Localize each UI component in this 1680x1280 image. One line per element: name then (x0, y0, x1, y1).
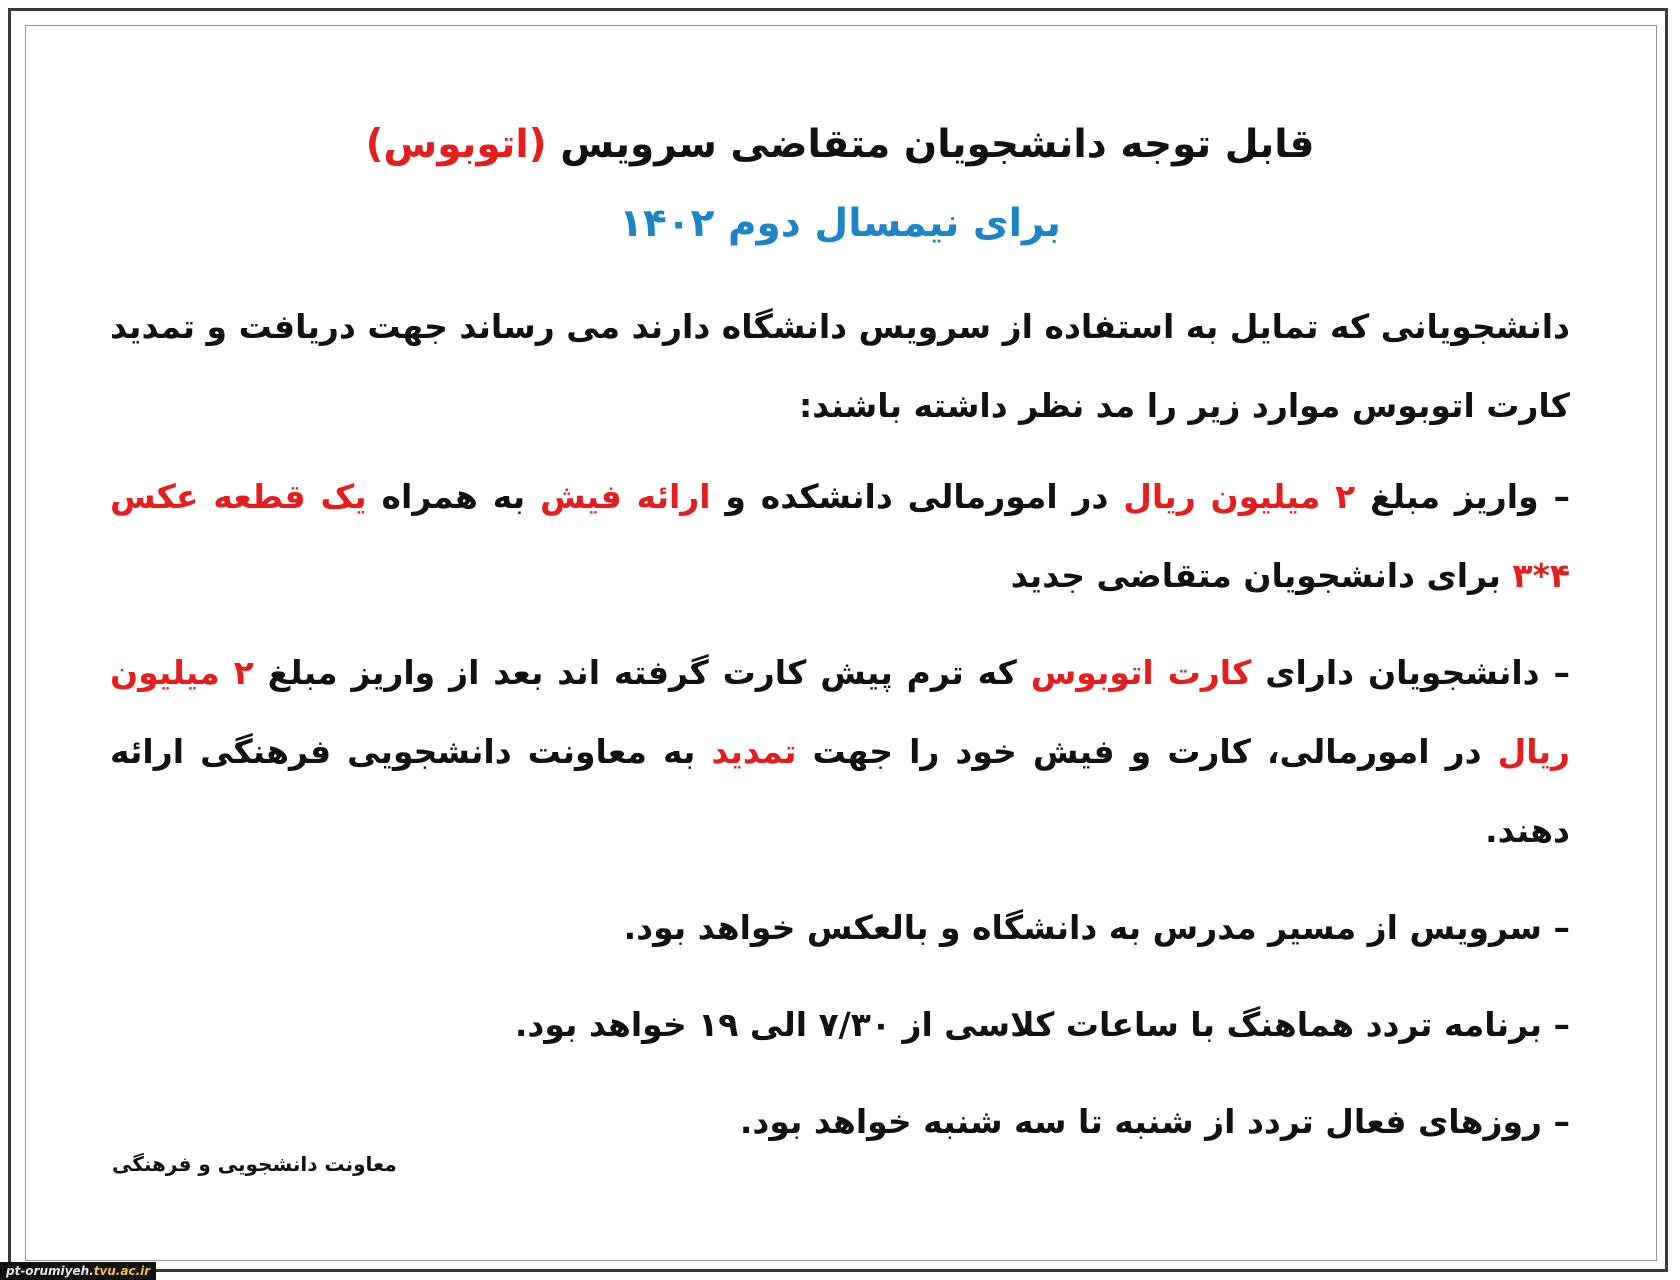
watermark-domain-prefix: pt-orumiyeh. (6, 1264, 94, 1278)
bullet-text: – دانشجویان دارای (1251, 653, 1570, 693)
title-text: قابل توجه دانشجویان متقاضی سرویس (546, 122, 1315, 167)
bullet-text: برای دانشجویان متقاضی جدید (1010, 556, 1513, 596)
bullet-item-schedule: – برنامه تردد هماهنگ با ساعات کلاسی از ۷/۳۰ الی ۱۹ خواهد بود. (514, 1005, 1570, 1045)
intro-paragraph: دانشجویانی که تمایل به استفاده از سرویس دانشگاه دارند می رساند جهت دریافت و تمدید کارت اتوبوس موارد زیر را مد نظر داشته باشند: (110, 307, 1570, 426)
announcement-subtitle: برای نیمسال دوم ۱۴۰۲ (619, 200, 1061, 246)
amount-highlight: ۲ میلیون ریال (1123, 477, 1356, 517)
bullet-item-renewal (110, 633, 1570, 870)
announcement-title (110, 120, 1570, 171)
signature: معاونت دانشجویی و فرهنگی (112, 1152, 397, 1176)
bullet-text: در امورمالی، کارت و فیش خود را جهت (796, 732, 1498, 772)
bullet-text: – واریز مبلغ (1355, 477, 1570, 517)
announcement-body (110, 120, 1570, 1179)
amount-highlight: ۲ میلیون ریال (110, 653, 1570, 772)
bullet-item-payment-new (110, 457, 1570, 615)
bullet-text: در امورمالی دانشکده و (710, 477, 1124, 517)
bullet-item-days: – روزهای فعال تردد از شنبه تا سه شنبه خواهد بود. (739, 1102, 1570, 1142)
bullet-text: به همراه (366, 477, 540, 517)
bus-card-highlight: کارت اتوبوس (1030, 653, 1252, 693)
site-watermark (0, 1262, 156, 1280)
title-highlight: (اتوبوس) (365, 122, 547, 167)
bullet-text: به معاونت دانشجویی فرهنگی ارائه دهند. (110, 732, 1570, 851)
receipt-highlight: ارائه فیش (539, 477, 711, 517)
bullet-text: که ترم پیش کارت گرفته اند بعد از واریز مبلغ (253, 653, 1031, 693)
photo-highlight: یک قطعه عکس ۴*۳ (110, 477, 1570, 596)
watermark-domain-suffix: tvu.ac.ir (93, 1264, 151, 1278)
bullet-item-route: – سرویس از مسیر مدرس به دانشگاه و بالعکس خواهد بود. (623, 908, 1570, 948)
renewal-highlight: تمدید (711, 732, 797, 772)
